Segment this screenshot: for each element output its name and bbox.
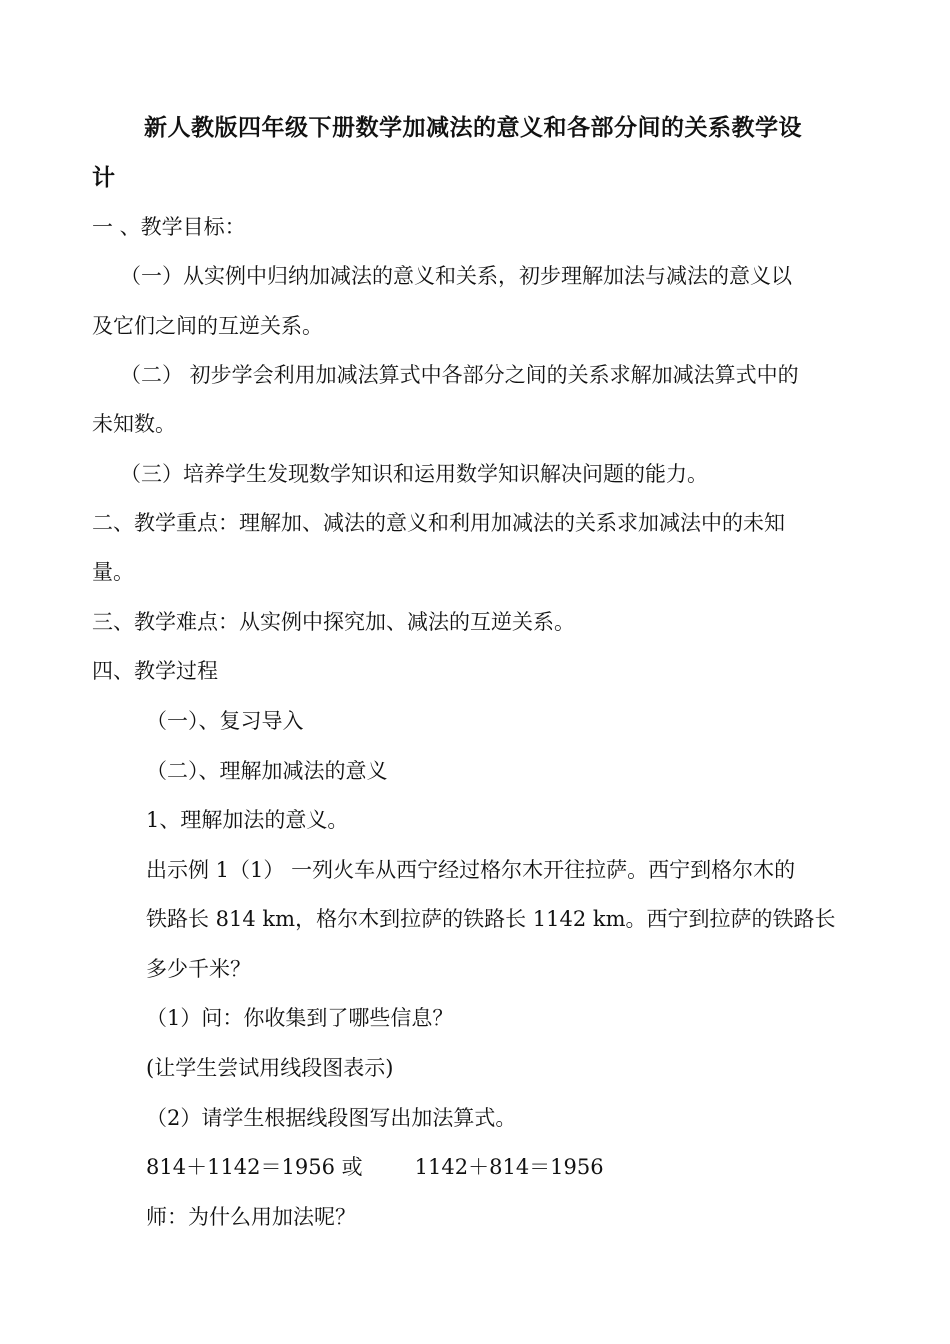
teaching-focus-line-1: 二、教学重点：理解加、减法的意义和利用加减法的关系求加减法中的未知 bbox=[92, 511, 785, 535]
teaching-process-heading: 四、教学过程 bbox=[92, 659, 218, 683]
goal-3: （三）培养学生发现数学知识和运用数学知识解决问题的能力。 bbox=[120, 462, 708, 486]
goal-1-line-1: （一）从实例中归纳加减法的意义和关系，初步理解加法与减法的意义以 bbox=[120, 264, 792, 288]
teacher-question: 师：为什么用加法呢？ bbox=[146, 1205, 356, 1229]
equation-b: 1142＋814＝1956 bbox=[414, 1155, 604, 1179]
document-title-line-1: 新人教版四年级下册数学加减法的意义和各部分间的关系教学设 bbox=[144, 114, 802, 141]
example-line-2: 铁路长 814 km，格尔木到拉萨的铁路长 1142 km。西宁到拉萨的铁路长 bbox=[146, 907, 836, 931]
step-understand-meaning: （二）、理解加减法的意义 bbox=[146, 759, 388, 783]
example-line-3: 多少千米？ bbox=[146, 957, 251, 981]
question-2: （2）请学生根据线段图写出加法算式。 bbox=[146, 1106, 517, 1130]
question-1: （1）问：你收集到了哪些信息？ bbox=[146, 1006, 454, 1030]
goal-2-line-1: （二） 初步学会利用加减法算式中各部分之间的关系求解加减法算式中的 bbox=[120, 363, 799, 387]
equation-line bbox=[146, 1153, 926, 1181]
example-line-1: 出示例 1（1） 一列火车从西宁经过格尔木开往拉萨。西宁到格尔木的 bbox=[146, 858, 796, 882]
step-review-intro: （一）、复习导入 bbox=[146, 709, 304, 733]
equation-a: 814＋1142＝1956 或 bbox=[146, 1155, 363, 1179]
teaching-focus-line-2: 量。 bbox=[92, 560, 134, 584]
teaching-difficulty: 三、教学难点：从实例中探究加、减法的互逆关系。 bbox=[92, 610, 575, 634]
hint-line-diagram: (让学生尝试用线段图表示) bbox=[146, 1056, 394, 1080]
document-title-line-2: 计 bbox=[92, 164, 116, 191]
goal-1-line-2: 及它们之间的互逆关系。 bbox=[92, 314, 323, 338]
section-teaching-goals-heading: 一 、教学目标： bbox=[92, 215, 246, 239]
goal-2-line-2: 未知数。 bbox=[92, 412, 176, 436]
sub-step-addition-meaning: 1、理解加法的意义。 bbox=[146, 808, 349, 832]
